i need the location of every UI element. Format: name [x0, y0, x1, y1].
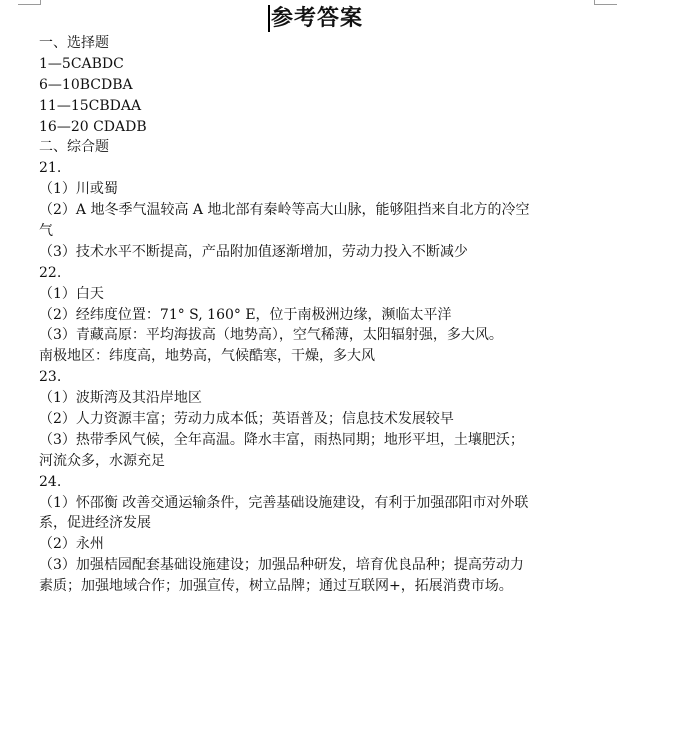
- text-cursor: [268, 5, 270, 32]
- question-number[interactable]: 24.: [39, 473, 62, 490]
- question-number[interactable]: 22.: [39, 264, 62, 281]
- answer-line[interactable]: （3）技术水平不断提高，产品附加值逐渐增加，劳动力投入不断减少: [39, 243, 468, 260]
- answer-line[interactable]: 16—20 CDADB: [39, 118, 147, 135]
- answer-line[interactable]: （1）白天: [39, 285, 104, 302]
- answer-line[interactable]: （1）怀邵衡 改善交通运输条件，完善基础设施建设，有利于加强邵阳市对外联: [39, 494, 529, 511]
- question-number[interactable]: 21.: [39, 160, 62, 177]
- answer-line[interactable]: （3）青藏高原：平均海拔高（地势高），空气稀薄，太阳辐射强，多大风。: [39, 327, 503, 344]
- answer-body[interactable]: [39, 33, 609, 597]
- question-number[interactable]: 23.: [39, 369, 62, 386]
- answer-line[interactable]: 系，促进经济发展: [39, 515, 151, 532]
- answer-line[interactable]: 气: [39, 223, 53, 240]
- answer-line[interactable]: （2）永州: [39, 536, 104, 553]
- answer-line[interactable]: （3）热带季风气候，全年高温。降水丰富，雨热同期；地形平坦，土壤肥沃；: [39, 431, 524, 448]
- section-heading-choice[interactable]: 一、选择题: [39, 35, 109, 51]
- page-corner-mark-left: [18, 0, 41, 5]
- answer-line[interactable]: （2）人力资源丰富；劳动力成本低；英语普及；信息技术发展较早: [39, 411, 454, 428]
- answer-line[interactable]: 南极地区：纬度高，地势高，气候酷寒，干燥，多大风: [39, 348, 375, 365]
- answer-line[interactable]: （2）A 地冬季气温较高 A 地北部有秦岭等高大山脉，能够阻挡来自北方的冷空: [39, 202, 530, 219]
- answer-line[interactable]: 11—15CBDAA: [39, 97, 142, 114]
- page-corner-mark-right: [594, 0, 617, 5]
- answer-line[interactable]: （3）加强桔园配套基础设施建设；加强品种研发，培育优良品种；提高劳动力: [39, 557, 524, 574]
- answer-line[interactable]: （2）经纬度位置：71° S, 160° E，位于南极洲边缘，濒临太平洋: [39, 306, 452, 323]
- section-heading-comprehensive[interactable]: 二、综合题: [39, 139, 109, 156]
- answer-line[interactable]: 1—5CABDC: [39, 55, 124, 72]
- answer-line[interactable]: 素质；加强地域合作；加强宣传，树立品牌；通过互联网+，拓展消费市场。: [39, 578, 513, 595]
- answer-line[interactable]: （1）波斯湾及其沿岸地区: [39, 390, 202, 407]
- page-title[interactable]: 参考答案: [271, 5, 364, 31]
- answer-line[interactable]: （1）川或蜀: [39, 181, 118, 198]
- answer-line[interactable]: 6—10BCDBA: [39, 76, 133, 93]
- answer-line[interactable]: 河流众多，水源充足: [39, 452, 165, 469]
